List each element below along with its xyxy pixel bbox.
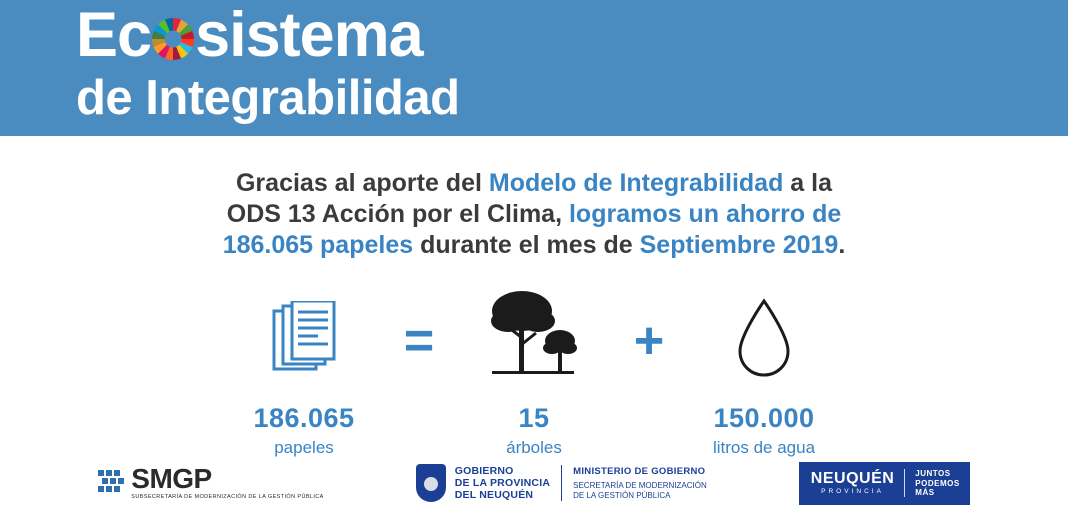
operator-plus: + — [633, 312, 665, 370]
smgp-dots-icon — [98, 468, 124, 498]
title-line-one — [76, 2, 423, 68]
header-titles — [76, 2, 460, 126]
statement-row-1 — [0, 168, 1068, 199]
title-text-after-wheel: sistema — [195, 0, 423, 70]
neuquen-shield-icon — [416, 464, 446, 502]
logo-gobierno — [416, 464, 707, 502]
sdg-color-wheel-icon — [152, 18, 194, 60]
smgp-subtitle: SUBSECRETARÍA DE MODERNIZACIÓN DE LA GESTIÓN PÚBLICA — [131, 494, 324, 501]
metric-water — [689, 285, 839, 458]
ministry-subtitle-2: DE LA GESTIÓN PÚBLICA — [573, 490, 671, 500]
ministry-title: MINISTERIO DE GOBIERNO — [573, 465, 706, 477]
neuquen-divider — [904, 469, 905, 497]
statement-part-2: a la — [783, 169, 833, 197]
footer-logos — [0, 462, 1068, 505]
gobierno-line-3: DEL NEUQUÉN — [454, 489, 534, 502]
metric-trees — [459, 285, 609, 458]
neuquen-name: NEUQUÉN — [810, 470, 895, 488]
metric-papers-label: papeles — [274, 438, 334, 457]
water-drop-icon — [689, 285, 839, 381]
title-text-before-wheel: Ec — [76, 0, 152, 70]
statement-highlight-papeles: 186.065 papeles — [222, 231, 414, 259]
smgp-acronym: SMGP — [131, 463, 212, 495]
metric-trees-label: árboles — [506, 438, 562, 457]
statement-paragraph — [0, 168, 1068, 261]
trees-icon — [459, 285, 609, 381]
statement-highlight-ahorro: logramos un ahorro de — [568, 200, 842, 228]
metric-papers-value: 186.065 — [253, 403, 355, 433]
header-banner — [60, 0, 1068, 136]
metric-water-value: 150.000 — [713, 403, 815, 433]
neuquen-name-block — [811, 470, 895, 496]
statement-part-1: Gracias al aporte del — [235, 169, 489, 197]
gobierno-text-block — [455, 465, 562, 501]
neuquen-slogan-line-1: JUNTOS — [915, 469, 951, 478]
neuquen-slogan-block — [915, 469, 959, 498]
statement-highlight-fecha: Septiembre 2019 — [639, 231, 839, 259]
gobierno-line-1: GOBIERNO — [454, 465, 514, 478]
smgp-text-block — [131, 465, 323, 501]
metric-water-label: litros de agua — [712, 438, 816, 457]
metric-papers — [229, 285, 379, 458]
ministry-text-block — [562, 466, 707, 501]
statement-row-3 — [0, 230, 1068, 261]
metrics-row — [0, 285, 1068, 458]
statement-part-3: ODS 13 Acción por el Clima, — [226, 200, 569, 228]
title-line-two: de Integrabilidad — [76, 71, 460, 125]
neuquen-badge — [799, 462, 970, 505]
statement-part-5: . — [838, 231, 846, 259]
neuquen-slogan-line-2: PODEMOS — [915, 478, 960, 488]
logo-neuquen-provincia — [799, 462, 970, 505]
logo-smgp — [98, 465, 323, 501]
metric-trees-value: 15 — [518, 403, 550, 433]
operator-equals: = — [403, 312, 435, 370]
documents-stack-icon — [229, 285, 379, 381]
neuquen-slogan-line-3: MÁS — [915, 488, 935, 497]
ministry-subtitle-1: SECRETARÍA DE MODERNIZACIÓN — [573, 480, 707, 490]
gobierno-line-2: DE LA PROVINCIA — [454, 477, 551, 490]
statement-row-2 — [0, 199, 1068, 230]
neuquen-province: PROVINCIA — [821, 488, 884, 496]
statement-highlight-modelo: Modelo de Integrabilidad — [488, 169, 784, 197]
header-left-strip — [0, 0, 60, 136]
statement-part-4: durante el mes de — [413, 231, 640, 259]
